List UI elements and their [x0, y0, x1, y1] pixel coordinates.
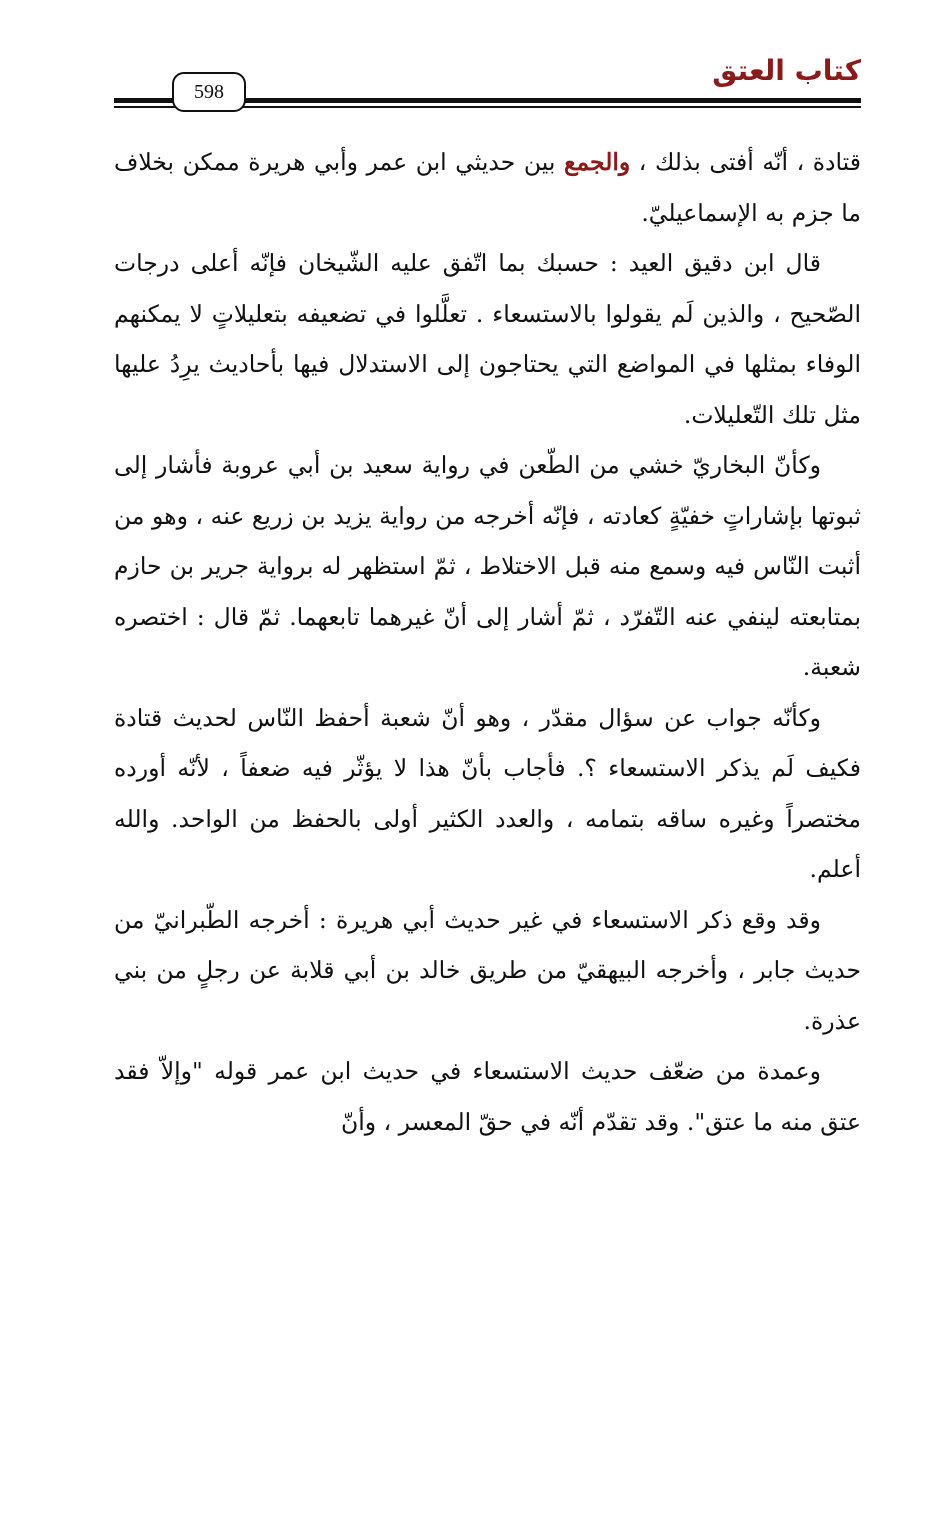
paragraph-1: [114, 137, 861, 238]
paragraph-5: وقد وقع ذكر الاستسعاء في غير حديث أبي هريرة : أخرجه الطّبرانيّ من حديث جابر ، وأخرجه البيهقيّ من طريق خالد بن أبي قلابة عن رجلٍ من بني عذرة.: [114, 905, 861, 1035]
paragraph-1-text-start: قتادة ، أنّه أفتى بذلك ،: [630, 148, 861, 176]
paragraph-3: وكأنّ البخاريّ خشي من الطّعن في رواية سعيد بن أبي عروبة فأشار إلى ثبوتها بإشاراتٍ خفيّةٍ كعادته ، فإنّه أخرجه من رواية يزيد بن زريع عنه ، وهو من أثبت النّاس فيه وسمع منه قبل الاختلاط ، ثمّ استظهر له برواية جرير بن حازم بمتابعته لينفي عنه التّفرّد ، ثمّ أشار إلى أنّ غيرهما تابعهما. ثمّ قال : اختصره شعبة.: [114, 451, 861, 681]
page-header: [114, 40, 861, 120]
book-title: كتاب العتق: [712, 54, 861, 87]
page-number: 598: [172, 72, 246, 112]
paragraph-4: وكأنّه جواب عن سؤال مقدّر ، وهو أنّ شعبة أحفظ النّاس لحديث قتادة فكيف لَم يذكر الاستسعاء ؟. فأجاب بأنّ هذا لا يؤثّر فيه ضعفاً ، لأنّه أورده مختصراً وغيره ساقه بتمامه ، والعدد الكثير أولى بالحفظ من الواحد. والله أعلم.: [114, 703, 861, 883]
paragraph-2: قال ابن دقيق العيد : حسبك بما اتّفق عليه الشّيخان فإنّه أعلى درجات الصّحيح ، والذين لَم يقولوا بالاستسعاء . تعلَّلوا في تضعيفه بتعليلاتٍ لا يمكنهم الوفاء بمثلها في المواضع التي يحتاجون إلى الاستدلال فيها بأحاديث يرِدُ عليها مثل تلك التّعليلات.: [114, 249, 861, 429]
highlighted-term: والجمع: [563, 148, 631, 176]
paragraph-1-text-end: بين حديثي ابن عمر وأبي هريرة ممكن بخلاف ما جزم به الإسماعيليّ.: [114, 148, 861, 227]
page-body: [114, 137, 861, 1147]
paragraph-6: وعمدة من ضعّف حديث الاستسعاء في حديث ابن عمر قوله "وإلاّ فقد عتق منه ما عتق". وقد تقدّم أنّه في حقّ المعسر ، وأنّ: [114, 1057, 861, 1136]
